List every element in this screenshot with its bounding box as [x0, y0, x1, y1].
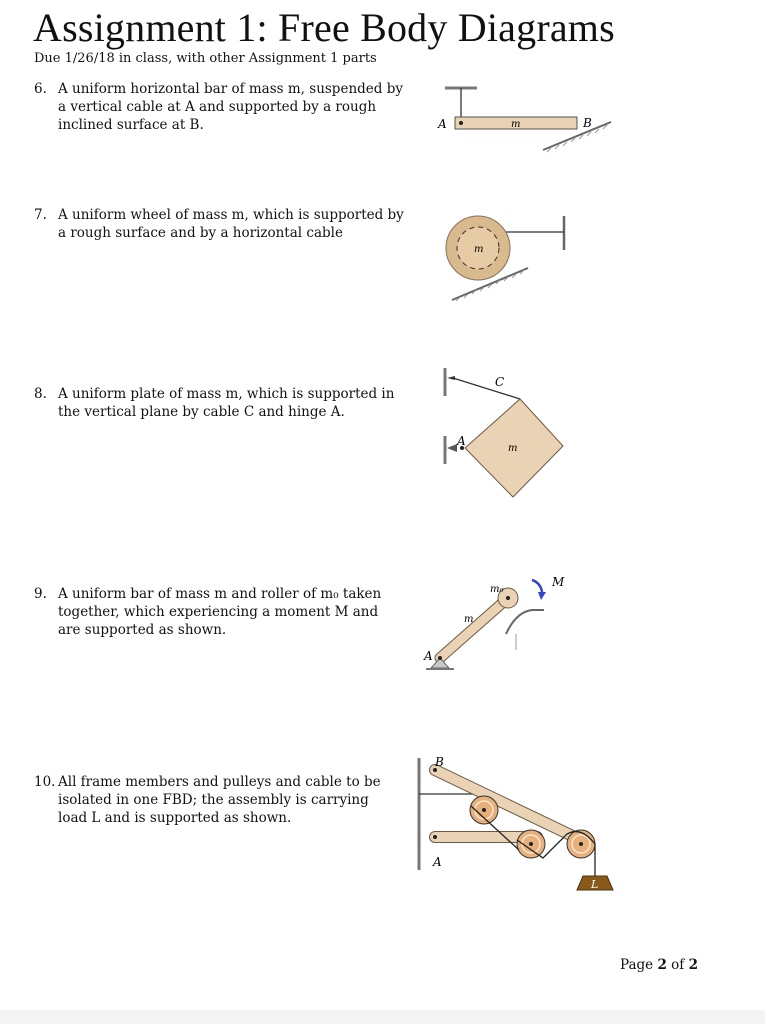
problem-line: A uniform plate of mass m, which is supported in [58, 386, 395, 402]
problem-line: isolated in one FBD; the assembly is carrying [58, 792, 369, 808]
pin-a [438, 656, 442, 660]
pulley-1 [470, 796, 498, 824]
curved-support [506, 610, 544, 634]
problem-7 [34, 206, 424, 242]
figure-7-wheel-diagram [440, 208, 590, 308]
label-c: C [495, 375, 505, 389]
hinge-a-icon [447, 444, 457, 452]
problem-text [58, 385, 424, 421]
label-moment-m: M [552, 575, 565, 589]
problem-number: 7. [34, 207, 47, 223]
label-m: m [511, 119, 521, 130]
problem-line: a rough surface and by a horizontal cable [58, 225, 343, 241]
due-date-note: Due 1/26/18 in class, with other Assignment 1 parts [34, 51, 377, 66]
figure-8-plate-diagram [435, 362, 575, 502]
pulley-2 [517, 830, 545, 858]
figure-10-frame-pulley-diagram [405, 752, 620, 897]
problem-text [58, 80, 424, 134]
label-l: L [591, 878, 599, 891]
problem-line: a vertical cable at A and supported by a rough [58, 99, 377, 115]
figure-6-bar-diagram [425, 80, 625, 155]
pin-a-icon [459, 121, 463, 125]
cable-c [453, 378, 520, 399]
problem-line: are supported as shown. [58, 622, 227, 638]
page-title: Assignment 1: Free Body Diagrams [33, 5, 615, 50]
problem-line: All frame members and pulleys and cable to be [58, 774, 381, 790]
problem-line: A uniform bar of mass m and roller of m₀ taken [58, 586, 382, 602]
problem-6 [34, 80, 424, 134]
pulley-3 [567, 830, 595, 858]
problem-line: load L and is supported as shown. [58, 810, 292, 826]
problem-number: 8. [34, 386, 47, 402]
problem-line: A uniform horizontal bar of mass m, suspended by [58, 81, 403, 97]
problem-line: inclined surface at B. [58, 117, 204, 133]
label-b: B [583, 116, 592, 130]
diagonal-member [435, 770, 581, 840]
label-m: m [508, 443, 518, 454]
problem-10 [34, 773, 424, 827]
problem-line: A uniform wheel of mass m, which is supported by [58, 207, 404, 223]
roller-pin [506, 596, 510, 600]
uniform-bar [440, 598, 508, 658]
problem-line: the vertical plane by cable C and hinge A. [58, 404, 345, 420]
problem-number: 10. [34, 774, 56, 790]
bottom-strip [0, 1010, 765, 1024]
label-a: A [438, 117, 447, 131]
problem-number: 9. [34, 586, 47, 602]
moment-arrow [532, 580, 542, 594]
problem-text [58, 585, 424, 639]
label-a: A [424, 649, 433, 663]
pin-a [433, 835, 437, 839]
footer-prefix: Page [620, 957, 658, 973]
label-m: m [474, 244, 484, 255]
label-a: A [457, 434, 466, 448]
label-a: A [433, 855, 442, 869]
footer-current-page: 2 [657, 957, 667, 973]
footer-middle: of [666, 957, 689, 973]
problem-text [58, 773, 424, 827]
problem-line: together, which experiencing a moment M and [58, 604, 379, 620]
footer-total-pages: 2 [688, 957, 698, 973]
problem-text [58, 206, 424, 242]
page-footer [620, 956, 698, 974]
label-m: m [464, 614, 474, 625]
problem-8 [34, 385, 424, 421]
figure-9-bar-roller-diagram [420, 570, 580, 680]
problem-number: 6. [34, 81, 47, 97]
moment-arrow-head-icon [538, 592, 546, 600]
label-m0: m₀ [490, 584, 504, 595]
problem-9 [34, 585, 424, 639]
label-b: B [435, 755, 444, 769]
